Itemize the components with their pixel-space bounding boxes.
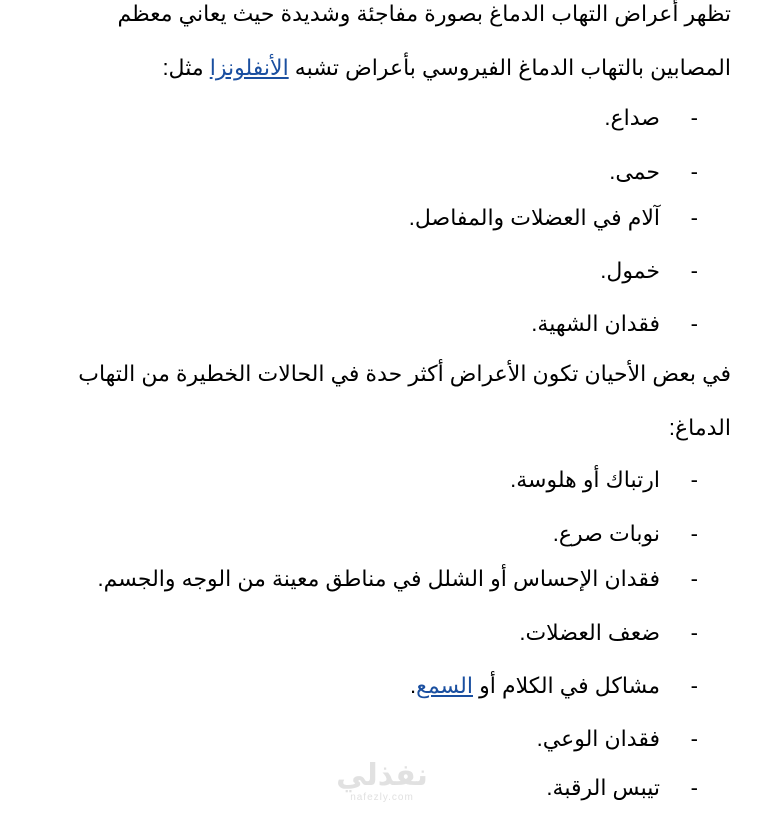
watermark-arabic-text: نفذلي <box>336 759 428 792</box>
list-item <box>609 157 698 187</box>
severe-paragraph <box>14 347 731 455</box>
list-item <box>409 203 698 233</box>
bullet-dash: - <box>690 726 698 751</box>
list-item-text <box>410 671 660 701</box>
bullet-dash: - <box>690 620 698 645</box>
bullet-dash: - <box>690 205 698 230</box>
list-item <box>510 465 698 495</box>
severe-line-1: في بعض الأحيان تكون الأعراض أكثر حدة في الحالات الخطيرة من التهاب <box>78 361 731 386</box>
bullet-dash: - <box>690 673 698 698</box>
list-item-text: خمول. <box>600 258 660 283</box>
list-item-text: فقدان الوعي. <box>536 726 660 751</box>
list-item-text-end: . <box>410 673 417 698</box>
list-item-text-start: مشاكل في الكلام أو <box>473 673 660 698</box>
intro-paragraph <box>14 0 731 95</box>
influenza-link[interactable]: الأنفلونزا <box>209 55 289 80</box>
intro-line-1: تظهر أعراض التهاب الدماغ بصورة مفاجئة وشديدة حيث يعاني معظم <box>117 1 731 26</box>
bullet-dash: - <box>690 566 698 591</box>
list-item-text: حمى. <box>609 159 660 184</box>
bullet-dash: - <box>690 775 698 800</box>
bullet-dash: - <box>690 467 698 492</box>
list-item-text: فقدان الإحساس أو الشلل في مناطق معينة من الوجه والجسم. <box>97 566 660 591</box>
intro-line-2-end: مثل: <box>162 55 210 80</box>
watermark-latin-text: nafezly.com <box>350 792 414 803</box>
list-item-text: ضعف العضلات. <box>519 620 660 645</box>
list-item-text: فقدان الشهية. <box>531 311 660 336</box>
bullet-dash: - <box>690 311 698 336</box>
list-item-text: ارتباك أو هلوسة. <box>510 467 660 492</box>
bullet-dash: - <box>690 258 698 283</box>
list-item-text: تيبس الرقبة. <box>546 775 660 800</box>
bullet-dash: - <box>690 105 698 130</box>
intro-line-2-start: المصابين بالتهاب الدماغ الفيروسي بأعراض تشبه <box>288 55 731 80</box>
list-item-text: آلام في العضلات والمفاصل. <box>408 205 660 230</box>
list-item <box>519 618 698 648</box>
list-item <box>600 256 698 286</box>
list-item <box>537 724 698 754</box>
list-item <box>546 773 698 803</box>
list-item-text: نوبات صرع. <box>552 521 660 546</box>
list-item <box>98 564 698 594</box>
bullet-dash: - <box>690 521 698 546</box>
list-item <box>531 309 698 339</box>
severe-line-2: الدماغ: <box>668 415 731 440</box>
hearing-link[interactable]: السمع <box>416 673 473 698</box>
list-item <box>410 671 698 701</box>
list-item-text: صداع. <box>604 105 660 130</box>
list-item <box>604 103 698 133</box>
list-item <box>553 519 698 549</box>
bullet-dash: - <box>690 159 698 184</box>
